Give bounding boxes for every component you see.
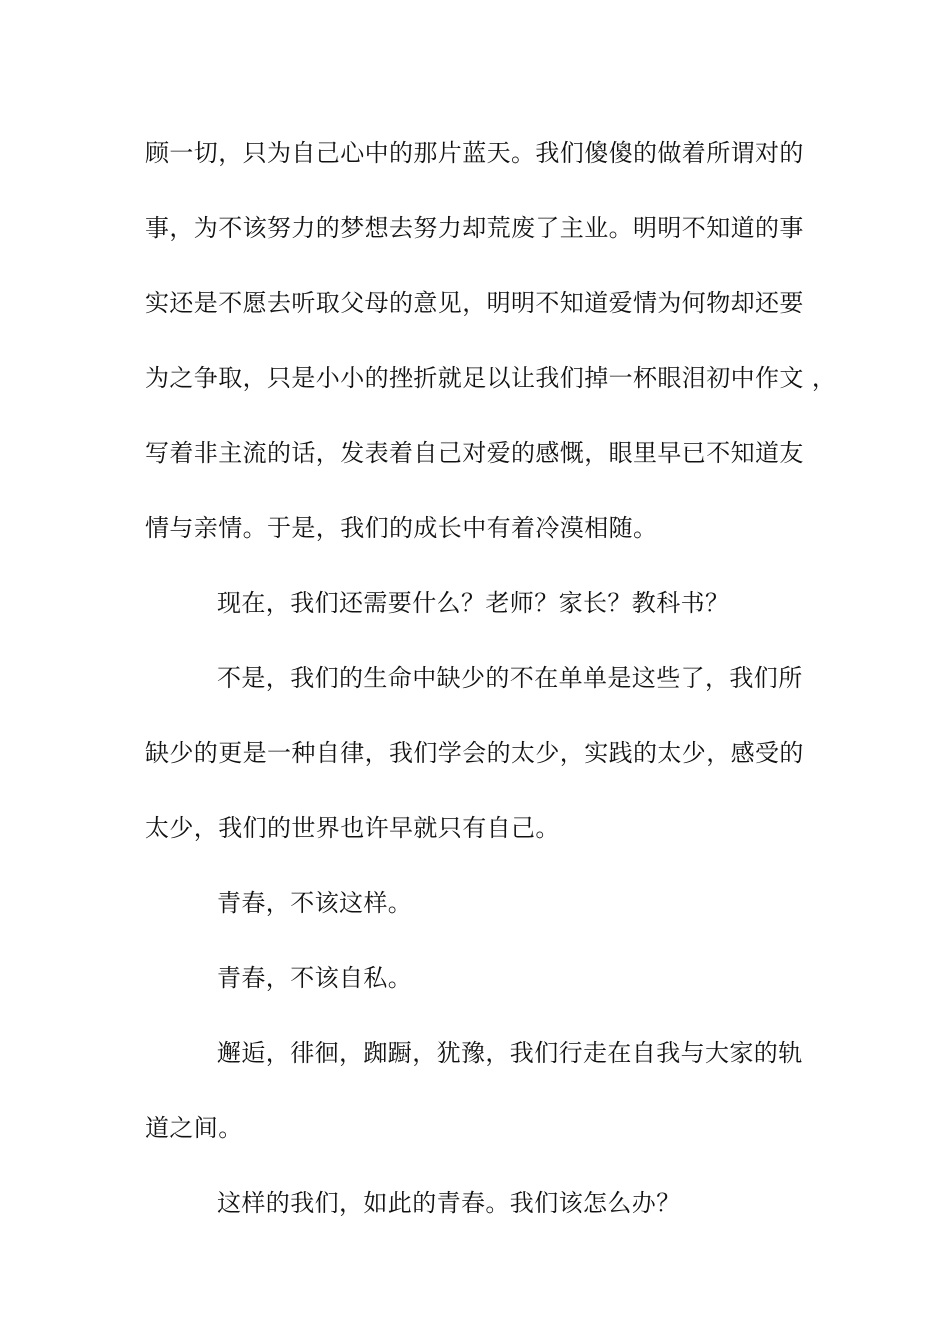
paragraph-line: 不是，我们的生命中缺少的不在单单是这些了，我们所 <box>217 664 803 692</box>
text-line: 顾一切，只为自己心中的那片蓝天。我们傻傻的做着所谓对的 <box>145 139 804 167</box>
paragraph-line: 现在，我们还需要什么？老师？家长？教科书？ <box>217 589 730 617</box>
paragraph-line: 青春，不该自私。 <box>217 964 413 992</box>
paragraph-line: 邂逅，徘徊，踟蹰，犹豫，我们行走在自我与大家的轨 <box>217 1039 803 1067</box>
text-line: 为之争取，只是小小的挫折就足以让我们掉一杯眼泪初中作文 ， <box>145 364 837 392</box>
text-line: 实还是不愿去听取父母的意见，明明不知道爱情为何物却还要 <box>145 289 804 317</box>
text-line: 太少，我们的世界也许早就只有自己。 <box>145 814 560 842</box>
text-line: 缺少的更是一种自律，我们学会的太少，实践的太少，感受的 <box>145 739 804 767</box>
paragraph-line: 青春，不该这样。 <box>217 889 413 917</box>
text-line: 情与亲情。于是，我们的成长中有着冷漠相随。 <box>145 514 658 542</box>
paragraph-line: 这样的我们，如此的青春。我们该怎么办？ <box>217 1189 681 1217</box>
text-line: 道之间。 <box>145 1114 243 1142</box>
text-line: 写着非主流的话，发表着自己对爱的感慨，眼里早已不知道友 <box>145 439 804 467</box>
text-line: 事，为不该努力的梦想去努力却荒废了主业。明明不知道的事 <box>145 214 804 242</box>
